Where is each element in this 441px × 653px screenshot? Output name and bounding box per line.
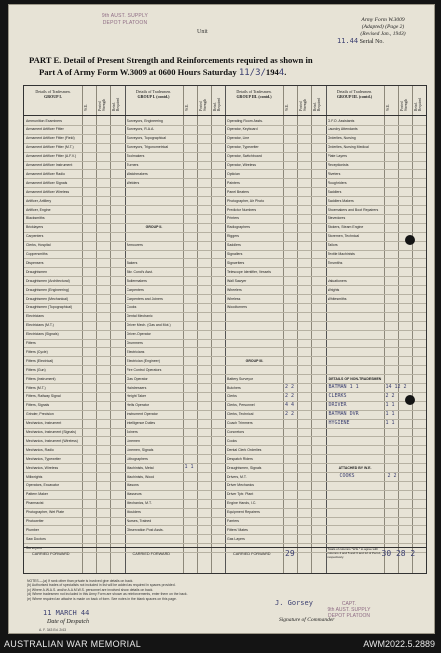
row-label: Mechanics, Instrument (Signals) — [26, 430, 76, 434]
carried-forward-label: CARRIED FORWARD — [233, 552, 271, 556]
header-details: Details of Tradesmen. — [35, 89, 71, 94]
row-label: Clerks, Personnel — [227, 403, 255, 408]
row-label: Stokers, Steam Engine — [327, 225, 364, 230]
row-label: Fitters, Railway Signal — [26, 394, 61, 399]
form-id-line: (Adapted) (Page 2) — [361, 24, 405, 30]
row-label: Fitters' Mates — [227, 527, 248, 532]
row-rule — [24, 134, 426, 135]
row-label: Armament Artificer Wireless — [26, 189, 70, 194]
row-rule — [24, 152, 426, 153]
row-label: Saddlers — [227, 243, 241, 248]
row-label: Linemen, Signals — [126, 447, 154, 452]
row-label: Instrument Operator — [126, 412, 158, 417]
column-header — [326, 89, 384, 99]
row-label: Riveters — [327, 171, 341, 176]
row-rule — [24, 401, 426, 402]
subcolumn-header: Reinf. Required — [212, 97, 221, 111]
row-label: Wheelers — [227, 287, 242, 292]
handwritten-name: BATMAN 1 1 — [328, 384, 359, 390]
row-rule — [24, 436, 426, 437]
totals-note: Totals of columns "W.E." to agree with columns 4 and 5 and 3 and 12 of Part A, respectively. — [327, 547, 382, 559]
row-rule — [24, 365, 426, 366]
row-label: Fitters, Signals — [26, 403, 50, 408]
row-label: Artificer, Artillery — [26, 198, 52, 203]
note-line: (b) Authorised trades of specialists not included in list will be added as required in spaces provided. — [27, 583, 176, 588]
row-label: Electricians — [26, 314, 44, 319]
row-label: Machinists, Metal — [126, 465, 154, 470]
row-rule — [24, 374, 426, 375]
subcolumn-header: Reinf. Required — [413, 97, 422, 111]
subcolumn-header: Posted Strength — [299, 98, 308, 111]
row-rule — [24, 303, 426, 304]
row-label: Fitters (Gun) — [26, 367, 46, 372]
form-title-line2 — [39, 67, 439, 78]
handwritten-name: HYGIENE — [328, 419, 350, 426]
row-rule — [24, 499, 426, 500]
row-label: Wall Sawyer — [227, 278, 247, 283]
row-label: Gas Layers — [227, 536, 245, 541]
handwritten-name: DRIVER — [328, 401, 347, 408]
row-label: Radiographers — [227, 225, 250, 230]
row-label: Storemen, Technical — [327, 234, 360, 239]
row-label: Intelligence Duties — [126, 421, 156, 426]
row-label: Nurses, Trained — [126, 519, 152, 523]
header-details: Details of Tradesmen. — [236, 89, 272, 94]
form-notes — [27, 579, 425, 601]
row-label: Fire Control Operators — [126, 367, 162, 372]
row-label: Clerks, Hospital — [26, 243, 51, 248]
row-label: Grinder, Precision — [26, 412, 54, 417]
subcolumn-header: W.E. — [285, 103, 289, 111]
form-id-line: Army Form W.3009 — [361, 17, 405, 23]
row-label: Boilermakers — [126, 278, 147, 283]
form-identifier — [339, 17, 427, 38]
row-rule — [24, 169, 426, 170]
punch-hole — [405, 395, 415, 405]
row-label: Despatch Riders — [227, 456, 253, 461]
form-id-line: (Revised Jan., 1943) — [360, 31, 406, 37]
title-year: 194 — [265, 67, 279, 77]
stamp-line: DEPOT PLATOON — [102, 20, 148, 26]
row-label: Electricians — [126, 349, 145, 354]
row-label: Surveyors, Trigonometrical — [126, 145, 169, 150]
row-label: Riggers — [227, 234, 240, 239]
row-label: Armament Artificer Fitter (M.T.) — [26, 145, 74, 150]
handwritten-value: 14 12 2 — [385, 384, 407, 390]
handwritten-value: 2 2 — [385, 392, 395, 399]
row-label: Carpenters — [126, 287, 144, 292]
signature-label: Signature of Commander — [279, 617, 335, 623]
despatch-label: Date of Despatch — [47, 619, 89, 625]
row-label: Carpenters and Joiners — [126, 296, 163, 301]
row-label: Fitters — [26, 341, 36, 345]
row-label: Armament Artificer Fitter (Field) — [26, 136, 75, 141]
row-label: Printers — [227, 216, 240, 221]
title-end: . — [284, 67, 287, 77]
row-rule — [24, 517, 426, 518]
row-label: Valuationers — [327, 278, 347, 283]
handwritten-year: 4 — [278, 68, 285, 78]
row-label: Stevedores — [327, 216, 346, 221]
header-group: GROUP I. — [44, 94, 62, 99]
row-label: Bricklayers — [26, 225, 44, 230]
row-rule — [24, 267, 426, 268]
row-label: Wireless — [227, 296, 241, 301]
row-label: Armament Artificer Signals — [26, 180, 68, 185]
subcolumn-header: Posted Strength — [399, 98, 408, 111]
row-label: Draughtsmen (Topographical) — [26, 305, 73, 310]
row-rule — [24, 428, 426, 429]
strength-table — [23, 85, 427, 574]
row-label: Operator, Keyboard — [227, 127, 258, 132]
row-label: Mechanics, Instrument — [26, 421, 62, 426]
handwritten-value: 2 2 — [285, 384, 295, 390]
handwritten-name: BATMAN DVR — [328, 410, 359, 417]
row-label: Draughtsmen — [26, 269, 48, 274]
row-rule — [24, 347, 426, 348]
row-label: Mechanics, Instrument (Wireless) — [26, 438, 78, 443]
header-details: Details of Tradesmen. — [336, 89, 373, 94]
row-label: Lithographers — [126, 456, 148, 461]
row-label: Operating Room Assts. — [227, 118, 263, 123]
subcolumn-header: Reinf. Required — [112, 97, 121, 111]
header-group: GROUP III. (contd.) — [236, 94, 272, 99]
subcolumn-header: Posted Strength — [98, 98, 107, 111]
row-rule — [24, 125, 426, 126]
note-line: (c) Where A.W.A.S. and/or A.A.M.W.S. personnel are involved show details on back. — [27, 587, 154, 592]
row-label: Saddlers Makers — [327, 198, 354, 203]
row-label: Driver Tptr. Plant — [227, 492, 254, 497]
row-rule — [24, 463, 426, 464]
handwritten-value: 1 1 — [385, 419, 395, 426]
row-label: Fitters (M.T.) — [26, 385, 46, 390]
row-label: Cooks — [126, 305, 137, 310]
row-label: GROUP II. — [145, 225, 163, 230]
row-rule — [24, 339, 426, 340]
stamp-line: CAPT. — [341, 601, 357, 607]
column-header — [24, 89, 82, 99]
row-rule — [24, 312, 426, 313]
row-label: Roughriders — [327, 180, 347, 185]
row-rule — [24, 356, 426, 357]
row-label: Ammunition Examiners — [26, 118, 62, 123]
header-group: GROUP I. (contd.) — [137, 94, 170, 99]
archive-reference: AWM2022.5.2889 — [363, 639, 435, 649]
row-label: Surveyors, Topographical — [126, 136, 166, 141]
row-label: Fitters (Cycle) — [26, 349, 48, 354]
row-label: Observation Post Assts. — [126, 527, 164, 532]
handwritten-value: 2 2 — [285, 392, 295, 399]
row-label: Moulders — [126, 510, 141, 515]
unit-stamp — [83, 13, 167, 27]
row-label: ATTACHED BY W.E. — [338, 465, 372, 470]
header-details: Details of Tradesmen. — [135, 89, 172, 94]
row-label: Driver-Operator — [126, 332, 151, 337]
row-label: Laundry Attendants — [327, 127, 358, 132]
row-label: Electricians (M.T.) — [26, 323, 54, 328]
form-edition: A. F. 343 Ed. 2/43 — [39, 628, 66, 632]
row-label: Coach Trimmers — [227, 421, 253, 426]
punch-hole — [405, 235, 415, 245]
row-label: Driver Mechanics — [227, 483, 255, 488]
form-title-line1: PART E. Detail of Present Strength and Reinforcements required as shown in — [29, 55, 313, 65]
row-label: Photographer, Air Photo — [227, 198, 265, 203]
header-rule — [24, 115, 426, 116]
row-label: Draughtsmen (Architectural) — [26, 278, 70, 283]
row-rule — [24, 205, 426, 206]
row-rule — [24, 276, 426, 277]
row-label: Plate Layers — [327, 154, 347, 159]
row-label: Hairdressers — [126, 385, 147, 390]
row-label: Optician — [227, 171, 240, 176]
row-label: Blacksmiths — [26, 216, 45, 221]
row-label: Engine Hands, I.C. — [227, 501, 257, 506]
serial-number — [337, 37, 384, 45]
row-label: Photowriter — [26, 519, 44, 523]
row-label: Signallers — [227, 252, 243, 256]
row-label: Drivers, M.T. — [227, 474, 247, 479]
row-label: Joiners — [126, 430, 138, 434]
column-header — [125, 89, 183, 99]
row-label: Masons — [126, 483, 139, 488]
subcolumn-header: W.E. — [84, 103, 88, 111]
row-label: Woodturners — [227, 305, 247, 310]
row-label: Turners — [126, 163, 139, 167]
serial-label: Serial No. — [359, 39, 384, 45]
row-rule — [24, 258, 426, 259]
stamp-line: 9th AUST. SUPPLY — [327, 607, 371, 613]
row-label: Drummers — [126, 341, 143, 345]
row-label: Dental Clerk Orderlies — [227, 447, 262, 452]
row-label: Linemen — [126, 438, 140, 443]
stamp-line: 9th AUST. SUPPLY — [101, 13, 149, 19]
archive-credit: AUSTRALIAN WAR MEMORIAL — [4, 639, 142, 649]
carried-forward-label: CARRIED FORWARD — [32, 552, 70, 556]
row-label: Armament Artificer Fitter — [26, 127, 64, 132]
row-rule — [24, 392, 426, 393]
row-label: Battery Surveyor — [227, 376, 254, 381]
row-label: Welders — [126, 180, 140, 185]
row-label: Pattern Maker — [26, 492, 48, 497]
row-label: Dental Mechanic — [126, 314, 153, 319]
row-label: Toolmakers — [126, 154, 145, 159]
row-label: Draughtsmen (Mechanical) — [26, 296, 69, 301]
row-label: Farriers — [227, 519, 240, 523]
row-rule — [24, 178, 426, 179]
row-label: Electricians (Signals) — [26, 332, 59, 337]
row-label: Operator, Switchboard — [227, 154, 262, 159]
row-rule — [24, 525, 426, 526]
subcolumn-header: Posted Strength — [198, 98, 207, 111]
row-label: Clerks, Technical — [227, 412, 254, 417]
row-label: Artificer, Engine — [26, 207, 51, 212]
row-label: Receptionists — [327, 163, 349, 167]
row-label: Machinists, Wood — [126, 474, 155, 479]
row-rule — [24, 214, 426, 215]
row-rule — [24, 285, 426, 286]
row-label: Operator, Wireless — [227, 163, 256, 167]
row-label: Draughtsmen, Signals — [227, 465, 262, 470]
row-rule — [24, 161, 426, 162]
row-label: Pharmacist — [26, 501, 44, 506]
row-label: Millwrights — [26, 474, 43, 479]
row-label: GROUP III. — [245, 358, 264, 363]
row-label: Height Taker — [126, 394, 147, 399]
row-rule — [24, 241, 426, 242]
row-rule — [24, 330, 426, 331]
note-line: (e) Where required an attache is made on back of form. See notes in the blank spaces on this page. — [27, 596, 177, 601]
row-rule — [24, 321, 426, 322]
row-rule — [24, 472, 426, 473]
row-label: Mechanics, Wireless — [26, 465, 59, 470]
serial-value: 11.44 — [337, 37, 359, 45]
row-label: Fitters (Instrument) — [26, 376, 56, 381]
row-label: Electrician (Engineer) — [126, 358, 160, 363]
row-rule — [24, 508, 426, 509]
row-label: Equipment Repairers — [227, 510, 260, 515]
row-rule — [24, 223, 426, 224]
row-label: Driver Mech. (Gas and Mot.) — [126, 323, 171, 328]
row-label: Operators, Excavator — [26, 483, 60, 488]
row-label: Mechanics, M.T. — [126, 501, 152, 506]
row-rule — [24, 534, 426, 535]
row-label: Gas Operator — [126, 376, 148, 381]
handwritten-value: 2 2 — [285, 410, 295, 417]
row-label: Telescope Identifier, Vessels — [227, 269, 271, 274]
row-label: Carpenters — [26, 234, 44, 239]
row-label: Operator, Typewriter — [227, 145, 259, 150]
row-label: Bkr. Cond's Asst. — [126, 269, 153, 274]
row-label: Whitesmiths — [327, 296, 347, 301]
unit-label: Unit — [197, 29, 208, 35]
row-label: Dispensers — [26, 260, 44, 265]
handwritten-value: 1 1 — [385, 410, 395, 417]
subcolumn-header: Reinf. Required — [313, 97, 322, 111]
header-group: GROUP III. (contd.) — [336, 94, 373, 99]
row-label: Panel Beaters — [227, 189, 249, 194]
handwritten-value: 4 4 — [285, 401, 295, 408]
row-label: Signwriters — [227, 260, 245, 265]
handwritten-date: 11/3/ — [238, 68, 266, 78]
handwritten-name: COOKS — [339, 473, 355, 479]
row-rule — [24, 187, 426, 188]
row-label: Fitters (Electrical) — [26, 358, 54, 363]
column-header — [225, 89, 283, 99]
row-rule — [24, 196, 426, 197]
row-label: Masseurs — [126, 492, 142, 497]
row-label: Tailors — [327, 243, 338, 248]
row-label: Photographer, Wet Plate — [26, 510, 65, 515]
row-label: Wrights — [327, 287, 340, 292]
row-label: Cooks — [227, 438, 237, 443]
row-label: Hells Operator — [126, 403, 150, 408]
row-label: Predictor Numbers — [227, 207, 257, 212]
row-label: Armament Artificer Radio — [26, 171, 65, 176]
row-label: Surveyors, Engineering — [126, 118, 163, 123]
row-rule — [24, 419, 426, 420]
row-label: DETAILS OF NON-TRADESMEN — [328, 376, 382, 381]
army-form-page — [8, 4, 435, 634]
row-label: Butchers — [227, 385, 241, 390]
row-rule — [24, 232, 426, 233]
title-text: Part A of Army Form W.3009 at 0600 Hours Saturday — [39, 67, 237, 77]
handwritten-value: 2 2 — [387, 473, 397, 479]
row-rule — [24, 445, 426, 446]
row-label: O.F.O. Assistants — [327, 118, 355, 123]
row-rule — [24, 454, 426, 455]
row-rule — [24, 543, 426, 544]
note-line: (d) Where tradesmen not included in this Army Form are shown as reinforcements, enter them on the back. — [27, 592, 188, 597]
row-rule — [24, 383, 426, 384]
handwritten-value: 1 1 — [385, 401, 395, 408]
row-rule — [24, 410, 426, 411]
subcolumn-header: W.E. — [184, 103, 189, 111]
stamp-line: DEPOT PLATOON — [328, 613, 370, 619]
despatch-date: 11 MARCH 44 — [43, 609, 90, 617]
row-label: Coppersmiths — [26, 252, 48, 256]
row-rule — [24, 294, 426, 295]
carried-forward-value: 29 — [285, 549, 295, 558]
row-label: Orderlies, Nursing — [327, 136, 356, 141]
row-label: Plumber — [26, 527, 40, 532]
row-label: Tinsmiths — [327, 260, 343, 265]
carried-forward-value: 30 28 2 — [381, 549, 416, 558]
row-label: Draughtsmen (Engineering) — [26, 287, 69, 292]
commander-signature: J. Gorsey — [275, 599, 313, 607]
row-label: Armament Artificer Instrument — [26, 163, 73, 167]
row-label: Armourers — [126, 243, 143, 248]
subcolumn-header: W.E. — [385, 103, 390, 111]
row-label: Armament Artificer Fitter (A.F.V.) — [26, 154, 77, 159]
row-rule — [24, 481, 426, 482]
row-rule — [24, 490, 426, 491]
row-rule — [24, 250, 426, 251]
row-label: Surveyors, R.A.A. — [126, 127, 155, 132]
row-label: Textile Machinists — [327, 252, 355, 256]
row-label: Surveyors — [26, 545, 42, 550]
row-label: Watchmakers — [126, 171, 148, 176]
row-label: Concretors — [227, 430, 245, 434]
row-label: Mechanics, Radio — [26, 447, 54, 452]
row-label: Orderlies, Nursing Medical — [327, 145, 369, 150]
row-rule — [24, 143, 426, 144]
row-label: Painters — [227, 180, 240, 185]
row-label: Shoemakers and Boot Repairers — [327, 207, 379, 212]
handwritten-value: 1 1 — [184, 464, 194, 471]
carried-forward-label: CARRIED FORWARD — [132, 552, 171, 556]
note-line: NOTES.—(a) If rank other than private is involved give details on back. — [27, 579, 134, 583]
row-label: Saddlers — [327, 189, 342, 194]
row-label: Operator, Line — [227, 136, 250, 141]
row-label: Mechanics, Typewriter — [26, 456, 61, 461]
row-label: Saw Doctors — [26, 536, 46, 541]
row-label: Bakers — [126, 260, 138, 265]
row-label: Clerks — [227, 394, 237, 399]
handwritten-name: CLERKS — [328, 392, 347, 399]
